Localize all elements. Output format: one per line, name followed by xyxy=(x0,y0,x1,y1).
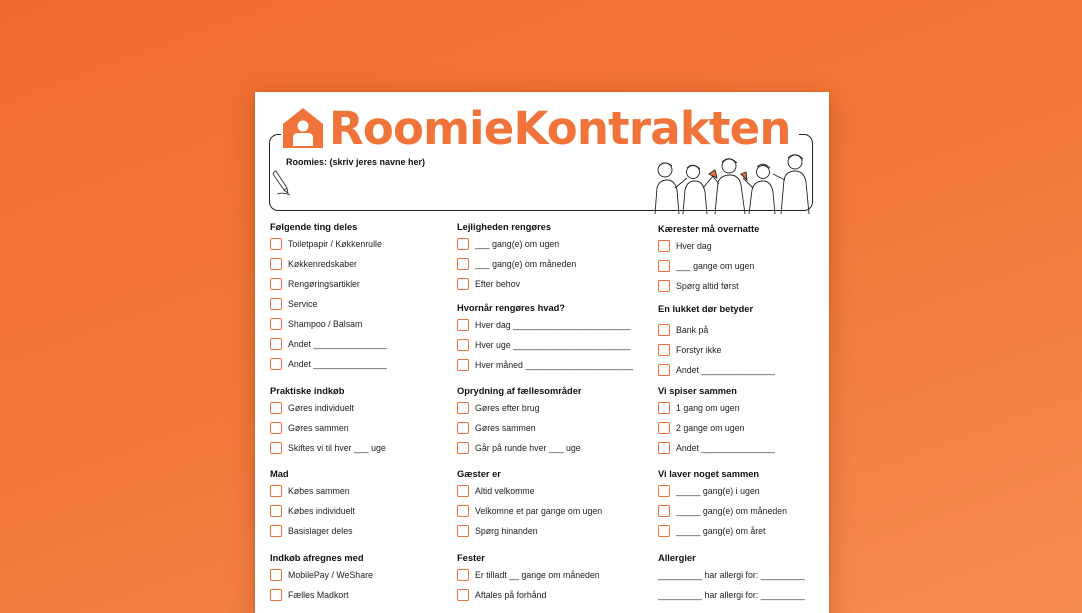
checklist-item[interactable] xyxy=(457,355,653,375)
section-guests xyxy=(457,467,653,541)
item-label: Går på runde hver ___ uge xyxy=(475,443,581,453)
checklist-item[interactable] xyxy=(658,276,828,296)
house-person-icon xyxy=(281,106,325,150)
contract-sheet xyxy=(255,92,829,613)
checklist-item[interactable] xyxy=(658,236,828,256)
checklist-item[interactable] xyxy=(270,438,450,458)
item-label: Købes sammen xyxy=(288,486,350,496)
checklist-item[interactable] xyxy=(658,320,828,340)
item-label: Hver uge ________________________ xyxy=(475,340,631,350)
section-closed-door xyxy=(658,302,828,380)
checkbox[interactable] xyxy=(270,422,282,434)
checkbox[interactable] xyxy=(457,359,469,371)
checklist-item[interactable] xyxy=(658,340,828,360)
item-label: Toiletpapir / Køkkenrulle xyxy=(288,239,382,249)
checklist-item[interactable] xyxy=(270,521,450,541)
checkbox[interactable] xyxy=(658,344,670,356)
item-label: Fælles Madkort xyxy=(288,590,349,600)
allergy-line[interactable]: _________ har allergi for: _________ xyxy=(658,590,805,600)
checklist-item[interactable] xyxy=(270,354,450,374)
checkbox[interactable] xyxy=(457,485,469,497)
item-label: Service xyxy=(288,299,318,309)
checklist-item[interactable] xyxy=(270,294,450,314)
checkbox[interactable] xyxy=(658,364,670,376)
checkbox[interactable] xyxy=(270,338,282,350)
section-title: Vi spiser sammen xyxy=(658,386,737,396)
checkbox[interactable] xyxy=(457,442,469,454)
checklist-item[interactable] xyxy=(270,565,450,585)
item-label: Gøres sammen xyxy=(288,423,349,433)
checklist-item[interactable] xyxy=(270,234,450,254)
item-label: 1 gang om ugen xyxy=(676,403,740,413)
checklist-item[interactable] xyxy=(270,481,450,501)
checklist-item[interactable] xyxy=(457,274,653,294)
checkbox[interactable] xyxy=(658,505,670,517)
section-title: Fester xyxy=(457,553,485,563)
item-label: 2 gange om ugen xyxy=(676,423,745,433)
item-label: Gøres individuelt xyxy=(288,403,355,413)
item-label: Købes individuelt xyxy=(288,506,355,516)
checklist-item[interactable] xyxy=(270,334,450,354)
item-label: Shampoo / Balsam xyxy=(288,319,363,329)
checkbox[interactable] xyxy=(658,442,670,454)
section-title: Lejligheden rengøres xyxy=(457,222,552,232)
checklist-item[interactable] xyxy=(457,501,653,521)
section-practical-shopping xyxy=(270,384,450,458)
checklist-item[interactable] xyxy=(457,481,653,501)
allergy-line[interactable]: _________ har allergi for: _________ xyxy=(658,570,805,580)
section-title: Oprydning af fællesområder xyxy=(457,386,582,396)
item-label: ___ gang(e) om ugen xyxy=(475,239,560,249)
checklist-item[interactable] xyxy=(457,438,653,458)
checklist-item[interactable] xyxy=(457,565,653,585)
section-settlement xyxy=(270,551,450,605)
pencil-icon xyxy=(271,170,293,196)
section-title: Vi laver noget sammen xyxy=(658,469,760,479)
item-label: Hver dag xyxy=(676,241,712,251)
section-shared-things xyxy=(270,220,450,374)
item-label: Efter behov xyxy=(475,279,520,289)
checklist-item[interactable] xyxy=(658,481,828,501)
checklist-item[interactable] xyxy=(457,234,653,254)
item-label: Køkkenredskaber xyxy=(288,259,357,269)
section-title: Mad xyxy=(270,469,289,479)
checklist-item[interactable] xyxy=(457,418,653,438)
item-label: _____ gang(e) i ugen xyxy=(676,486,760,496)
checkbox[interactable] xyxy=(270,505,282,517)
item-label: Andet _______________ xyxy=(676,443,775,453)
item-label: Bank på xyxy=(676,325,709,335)
section-title: Hvornår rengøres hvad? xyxy=(457,303,565,313)
section-food xyxy=(270,467,450,541)
checkbox[interactable] xyxy=(658,280,670,292)
checkbox[interactable] xyxy=(270,278,282,290)
checkbox[interactable] xyxy=(457,589,469,601)
section-title: Praktiske indkøb xyxy=(270,386,345,396)
section-allergies xyxy=(658,551,828,605)
checkbox[interactable] xyxy=(457,238,469,250)
checkbox[interactable] xyxy=(270,238,282,250)
checklist-item[interactable] xyxy=(457,315,653,335)
checkbox[interactable] xyxy=(658,422,670,434)
checkbox[interactable] xyxy=(270,442,282,454)
checkbox[interactable] xyxy=(658,324,670,336)
checklist-item[interactable] xyxy=(658,256,828,276)
checkbox[interactable] xyxy=(658,240,670,252)
checklist-item[interactable] xyxy=(457,521,653,541)
checkbox[interactable] xyxy=(457,402,469,414)
checklist-item[interactable] xyxy=(457,585,653,605)
section-title: Følgende ting deles xyxy=(270,222,358,232)
checklist-item[interactable] xyxy=(270,418,450,438)
checklist-item[interactable] xyxy=(270,254,450,274)
checkbox[interactable] xyxy=(270,358,282,370)
checkbox[interactable] xyxy=(270,589,282,601)
item-label: Er tilladt __ gange om måneden xyxy=(475,570,600,580)
item-label: Gøres sammen xyxy=(475,423,536,433)
checkbox[interactable] xyxy=(457,569,469,581)
item-label: Altid velkomme xyxy=(475,486,535,496)
item-label: Aftales på forhånd xyxy=(475,590,547,600)
checkbox[interactable] xyxy=(457,319,469,331)
item-label: Hver måned ______________________ xyxy=(475,360,633,370)
item-label: Basislager deles xyxy=(288,526,353,536)
roomies-names-label: Roomies: (skriv jeres navne her) xyxy=(286,157,426,167)
item-label: ___ gang(e) om måneden xyxy=(475,259,577,269)
checklist-item[interactable] xyxy=(270,398,450,418)
checkbox[interactable] xyxy=(457,505,469,517)
section-title: En lukket dør betyder xyxy=(658,304,754,314)
checklist-item[interactable] xyxy=(658,398,828,418)
section-title: Kærester må overnatte xyxy=(658,224,760,234)
checklist-item[interactable] xyxy=(658,438,828,458)
checkbox[interactable] xyxy=(270,318,282,330)
checklist-item[interactable] xyxy=(270,314,450,334)
item-label: Spørg altid først xyxy=(676,281,739,291)
item-label: Skiftes vi til hver ___ uge xyxy=(288,443,386,453)
checklist-item[interactable] xyxy=(658,360,828,380)
item-label: Forstyr ikke xyxy=(676,345,722,355)
section-apartment-cleaning xyxy=(457,220,653,294)
item-label: Gøres efter brug xyxy=(475,403,540,413)
item-label: Rengøringsartikler xyxy=(288,279,360,289)
section-title: Indkøb afregnes med xyxy=(270,553,364,563)
section-partners-overnight xyxy=(658,222,828,296)
section-cleaning-schedule xyxy=(457,301,653,375)
checkbox[interactable] xyxy=(457,339,469,351)
item-label: MobilePay / WeShare xyxy=(288,570,373,580)
checkbox[interactable] xyxy=(658,525,670,537)
section-title: Gæster er xyxy=(457,469,501,479)
item-label: _____ gang(e) om året xyxy=(676,526,766,536)
checkbox[interactable] xyxy=(457,278,469,290)
checkbox[interactable] xyxy=(658,402,670,414)
section-do-together xyxy=(658,467,828,541)
checkbox[interactable] xyxy=(270,402,282,414)
checklist-item[interactable] xyxy=(658,418,828,438)
item-label: Andet _______________ xyxy=(676,365,775,375)
checklist-item[interactable] xyxy=(658,501,828,521)
item-label: ___ gange om ugen xyxy=(676,261,755,271)
checklist-item[interactable] xyxy=(457,398,653,418)
checkbox[interactable] xyxy=(270,485,282,497)
checkbox[interactable] xyxy=(270,298,282,310)
checklist-item[interactable] xyxy=(270,274,450,294)
section-title: Allergier xyxy=(658,553,696,563)
checklist-item[interactable] xyxy=(457,335,653,355)
item-label: Velkomne et par gange om ugen xyxy=(475,506,603,516)
page-title: RoomieKontrakten xyxy=(329,101,791,155)
checklist-item[interactable] xyxy=(270,501,450,521)
checkbox[interactable] xyxy=(658,260,670,272)
roommates-illustration xyxy=(645,152,815,214)
item-label: Hver dag ________________________ xyxy=(475,320,631,330)
checkbox[interactable] xyxy=(457,525,469,537)
checkbox[interactable] xyxy=(658,485,670,497)
checkbox[interactable] xyxy=(457,422,469,434)
item-label: Spørg hinanden xyxy=(475,526,538,536)
checklist-item[interactable] xyxy=(270,585,450,605)
checkbox[interactable] xyxy=(270,569,282,581)
title-block xyxy=(281,102,799,154)
item-label: _____ gang(e) om måneden xyxy=(676,506,788,516)
section-parties xyxy=(457,551,653,605)
item-label: Andet _______________ xyxy=(288,339,387,349)
checkbox[interactable] xyxy=(457,258,469,270)
checklist-item[interactable] xyxy=(658,521,828,541)
item-label: Andet _______________ xyxy=(288,359,387,369)
checkbox[interactable] xyxy=(270,525,282,537)
section-eat-together xyxy=(658,384,828,458)
checkbox[interactable] xyxy=(270,258,282,270)
checklist-item[interactable] xyxy=(457,254,653,274)
section-common-tidying xyxy=(457,384,653,458)
